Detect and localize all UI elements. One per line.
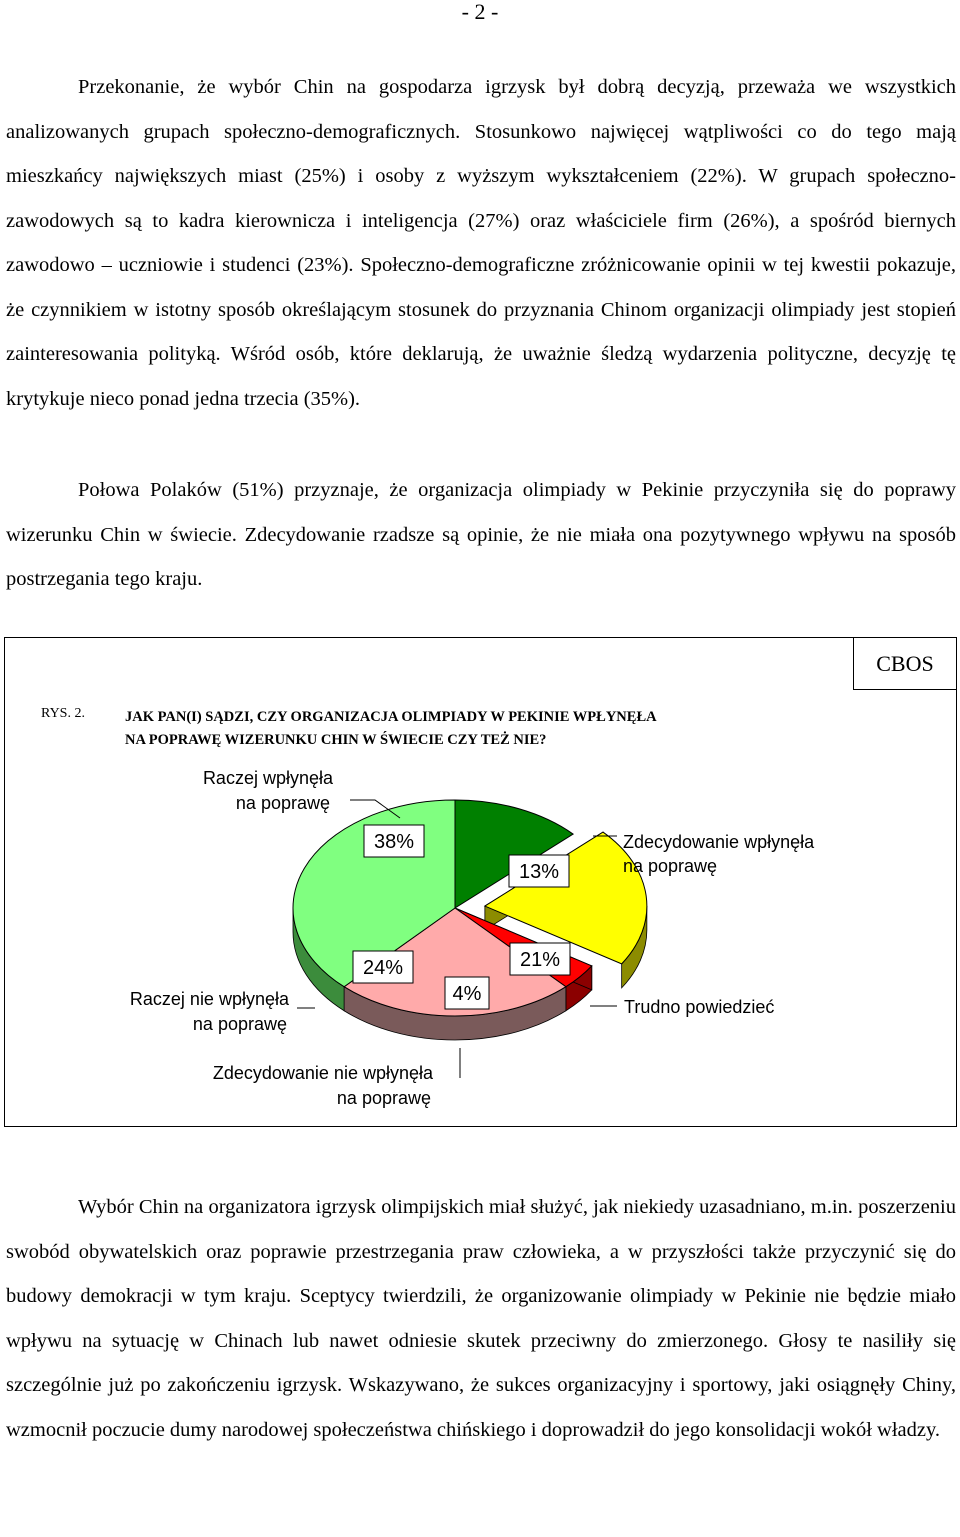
value-label-4 xyxy=(445,977,489,1009)
svg-text:4%: 4% xyxy=(452,983,482,1005)
pie-chart xyxy=(5,638,955,1128)
paragraph-1 xyxy=(6,65,956,421)
figure-title-line-2: NA POPRAWĘ WIZERUNKU CHIN W ŚWIECIE CZY TEŻ NIE? xyxy=(125,732,547,748)
label-trudno: Trudno powiedzieć xyxy=(624,997,775,1017)
svg-text:13%: 13% xyxy=(518,861,560,883)
label-zdecydowanie-wplynela-2: na poprawę xyxy=(623,856,718,876)
figure-box xyxy=(4,637,957,1127)
svg-text:24%: 24% xyxy=(362,957,404,979)
value-label-24 xyxy=(353,951,413,983)
label-zdecydowanie-nie-1: Zdecydowanie nie wpłynęła xyxy=(212,1063,433,1083)
figure-label: RYS. 2. xyxy=(41,706,85,721)
svg-text:38%: 38% xyxy=(373,831,415,853)
label-zdecydowanie-wplynela-1: Zdecydowanie wpłynęła xyxy=(623,832,815,852)
value-label-38 xyxy=(364,825,424,857)
svg-text:21%: 21% xyxy=(519,949,561,971)
label-raczej-wplynela-1: Raczej wpłynęła xyxy=(202,768,333,788)
paragraph-1-text: Przekonanie, że wybór Chin na gospodarza igrzysk był dobrą decyzją, przeważa we wszystkich analizowanych grupach społeczno-demograficznych. Stosunkowo najwięcej wątpliwości co do tego mają mieszkańcy największych miast (25%) i osoby z wyższym wykształceniem (22%). W grupach społeczno-zawodowych są to kadra kierownicza i inteligencja (27%) oraz właściciele firm (26%), a spośród biernych zawodowo – uczniowie i studenci (23%). Społeczno-demograficzne zróżnicowanie opinii w tej kwestii pokazuje, że czynnikiem w istotny sposób określającym stosunek do przyznania Chinom organizacji olimpiady jest stopień zainteresowania polityką. Wśród osób, które deklarują, że uważnie śledzą wydarzenia polityczne, decyzję tę krytykuje nieco ponad jedna trzecia (35%). xyxy=(6,76,956,410)
paragraph-3 xyxy=(6,1185,956,1452)
figure-title-line-1: JAK PAN(I) SĄDZI, CZY ORGANIZACJA OLIMPIADY W PEKINIE WPŁYNĘŁA xyxy=(125,709,657,725)
label-raczej-nie-2: na poprawę xyxy=(192,1014,287,1034)
page-number: - 2 - xyxy=(461,0,499,24)
value-label-13 xyxy=(509,855,569,887)
label-zdecydowanie-nie-2: na poprawę xyxy=(336,1088,431,1108)
paragraph-2-text: Połowa Polaków (51%) przyznaje, że organizacja olimpiady w Pekinie przyczyniła się do poprawy wizerunku Chin w świecie. Zdecydowanie rzadsze są opinie, że nie miała ona pozytywnego wpływu na sposób postrzegania tego kraju. xyxy=(6,479,956,590)
value-label-21 xyxy=(510,943,570,975)
label-raczej-nie-1: Raczej nie wpłynęła xyxy=(129,989,289,1009)
label-raczej-wplynela-2: na poprawę xyxy=(235,793,330,813)
source-label: CBOS xyxy=(853,638,956,690)
paragraph-3-text: Wybór Chin na organizatora igrzysk olimpijskich miał służyć, jak niekiedy uzasadniano, m.in. poszerzeniu swobód obywatelskich oraz poprawie przestrzegania praw człowieka, a w przyszłości także przyczynić się do budowy demokracji w tym kraju. Sceptycy twierdzili, że organizowanie olimpiady w Pekinie nie będzie miało wpływu na sytuację w Chinach lub nawet odniesie skutek przeciwny do zmierzonego. Głosy te nasiliły się szczególnie już po zakończeniu igrzysk. Wskazywano, że sukces organizacyjny i sportowy, jaki osiągnęły Chiny, wzmocnił poczucie dumy narodowej społeczeństwa chińskiego i doprowadził do jego konsolidacji wokół władzy. xyxy=(6,1196,956,1441)
paragraph-2 xyxy=(6,468,956,602)
